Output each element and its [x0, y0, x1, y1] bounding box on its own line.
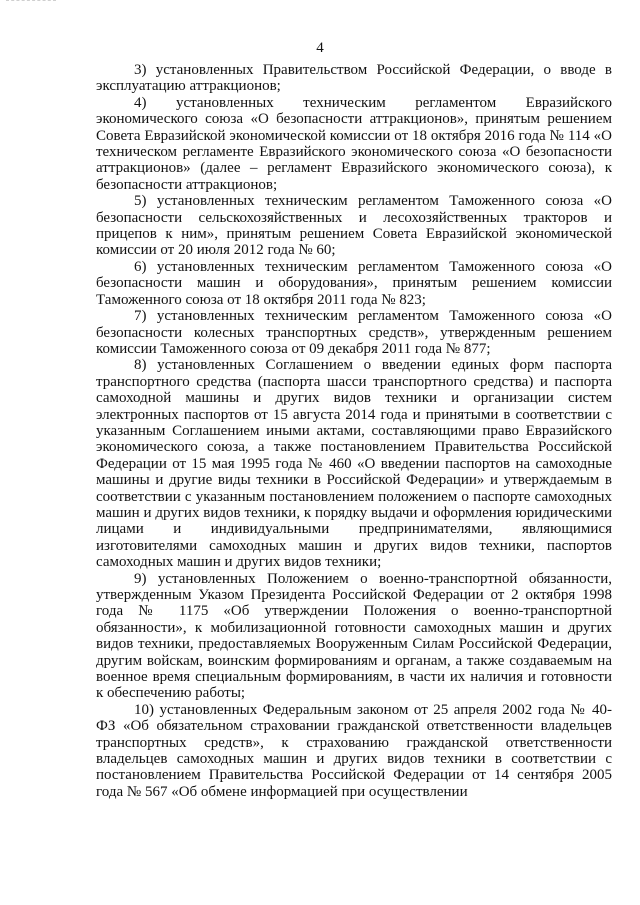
scan-edge-mark [6, 0, 56, 3]
list-item-10: 10) установленных Федеральным законом от 25 апреля 2002 года № 40-ФЗ «Об обязательном страховании гражданской ответственности владельцев транспортных средств», к страхованию гражданской ответственности владельцев самоходных машин и других видов техники в соответствии с постановлением Правительства Российской Федерации от 14 сентября 2005 года № 567 «Об обмене информацией при осуществлении [96, 701, 612, 800]
list-item-3: 3) установленных Правительством Российской Федерации, о вводе в эксплуатацию аттракционов; [96, 62, 612, 95]
list-item-9: 9) установленных Положением о военно-транспортной обязанности, утвержденным Указом Президента Российской Федерации от 2 октября 1998 года № 1175 «Об утверждении Положения о военно-транспортной обязанности», к мобилизационной готовности самоходных машин и других видов техники, предоставляемых Вооруженным Силам Российской Федерации, другим войскам, воинским формированиям и органам, а также создаваемым на военное время специальным формированиям, в части их наличия и готовности к обеспечению работы; [96, 570, 612, 702]
list-item-7: 7) установленных техническим регламентом Таможенного союза «О безопасности колесных транспортных средств», утвержденным решением комиссии Таможенного союза от 09 декабря 2011 года № 877; [96, 308, 612, 357]
list-item-6: 6) установленных техническим регламентом Таможенного союза «О безопасности машин и оборудования», принятым решением комиссии Таможенного союза от 18 октября 2011 года № 823; [96, 258, 612, 308]
list-item-5: 5) установленных техническим регламентом Таможенного союза «О безопасности сельскохозяйственных и лесохозяйственных тракторов и прицепов к ним», принятым решением Совета Евразийской экономической комиссии от 20 июля 2012 года № 60; [96, 193, 612, 259]
list-item-4: 4) установленных техническим регламентом Евразийского экономического союза «О безопасности аттракционов», принятым решением Совета Евразийской экономической комиссии от 18 октября 2016 года № 114 «О техническом регламенте Евразийского экономического союза «О безопасности аттракционов» (далее – регламент Евразийского экономического союза), к безопасности аттракционов; [96, 94, 612, 193]
document-body [96, 62, 612, 800]
list-item-8: 8) установленных Соглашением о введении единых форм паспорта транспортного средства (паспорта шасси транспортного средства) и паспорта самоходной машины и других видов техники и организации систем электронных паспортов от 15 августа 2014 года и принятыми в соответствии с указанным Соглашением иными актами, составляющими право Евразийского экономического союза, а также постановлением Правительства Российской Федерации от 15 мая 1995 года № 460 «О введении паспортов на самоходные машины и другие виды техники в Российской Федерации» и утверждаемым в соответствии с указанным постановлением положением о паспорте самоходных машин и других видов техники, к порядку выдачи и оформления юридическими лицами и индивидуальными предпринимателями, являющимися изготовителями самоходных машин и других видов техники, паспортов самоходных машин и других видов техники; [96, 357, 612, 571]
page-number: 4 [316, 40, 324, 56]
